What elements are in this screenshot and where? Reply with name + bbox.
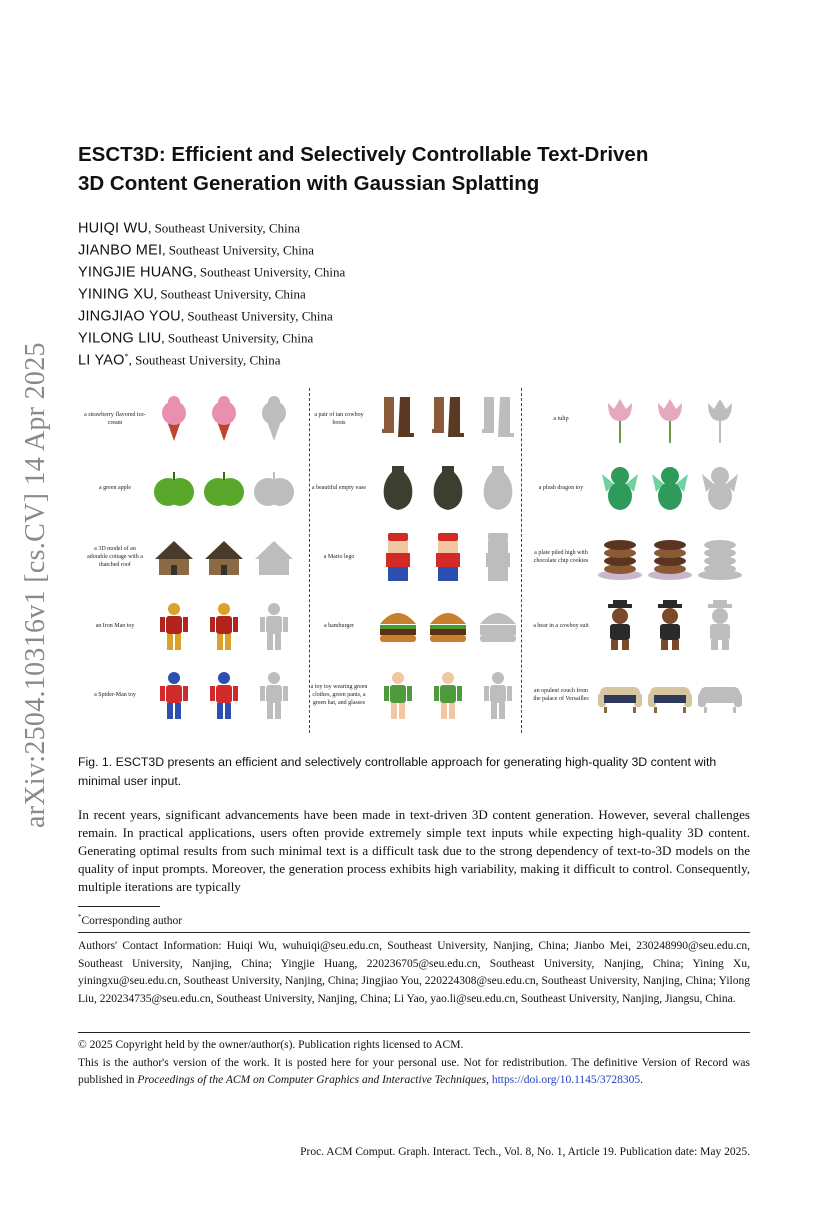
figure-icon: [374, 669, 422, 721]
rgb-render: [200, 600, 248, 652]
rgb-render: [596, 393, 644, 445]
prompt-label: a green apple: [99, 485, 131, 491]
hamburger-icon: [424, 600, 472, 652]
section-rule: [78, 1032, 750, 1033]
figure-row: [78, 526, 300, 588]
rgb-render: [200, 669, 248, 721]
dragon-icon: [696, 462, 744, 514]
couch-icon: [596, 669, 644, 721]
geometry-render: [696, 462, 744, 514]
rgb-render: [646, 600, 694, 652]
author-list: [78, 214, 768, 368]
section-rule: [78, 932, 750, 933]
author-entry: [78, 214, 768, 236]
figure-row: [302, 388, 524, 450]
prompt-label: a strawberry flavored ice-cream: [84, 412, 146, 426]
couch-icon: [646, 669, 694, 721]
rgb-render: [374, 462, 422, 514]
author-affiliation: , Southeast University, China: [162, 242, 315, 258]
lego-figure-icon: [474, 531, 522, 583]
rgb-render: [646, 462, 694, 514]
figure-column-3: [524, 388, 746, 733]
paper-title: [78, 140, 768, 198]
rgb-render: [150, 462, 198, 514]
rgb-render: [646, 531, 694, 583]
figure-row: [78, 595, 300, 657]
rgb-render: [200, 462, 248, 514]
rgb-render: [374, 531, 422, 583]
ice-cream-icon: [150, 393, 198, 445]
prompt-label: a plate piled high with chocolate chip cookies: [533, 550, 589, 564]
copyright-block: [78, 1037, 750, 1090]
copyright-end: .: [640, 1074, 643, 1086]
prompt-label: a Spider-Man toy: [94, 692, 136, 698]
author-entry: [78, 346, 768, 368]
prompt-label: a hamburger: [323, 623, 355, 629]
vase-icon: [424, 462, 472, 514]
tulip-icon: [596, 393, 644, 445]
figure-row: [524, 526, 746, 588]
vase-icon: [474, 462, 522, 514]
rgb-render: [150, 600, 198, 652]
figure-icon: [150, 669, 198, 721]
geometry-render: [696, 600, 744, 652]
cookies-icon: [646, 531, 694, 583]
boots-icon: [474, 393, 522, 445]
rgb-render: [646, 393, 694, 445]
rgb-render: [424, 669, 472, 721]
prompt-label: a bear in a cowboy suit: [533, 623, 589, 629]
author-entry: [78, 280, 768, 302]
bear-icon: [696, 600, 744, 652]
author-name: LI YAO: [78, 352, 125, 369]
dragon-icon: [646, 462, 694, 514]
title-line-1: ESCT3D: Efficient and Selectively Controllable Text-Driven: [78, 143, 649, 166]
lego-figure-icon: [424, 531, 472, 583]
cookies-icon: [596, 531, 644, 583]
contact-information: Authors' Contact Information: Huiqi Wu, wuhuiqi@seu.edu.cn, Southeast University, Nanjing, China; Jianbo Mei, 230248990@seu.edu.cn, Southeast University, Nanjing, China; Yingjie Huang, 220236705@seu.edu.cn, Southeast University, Nanjing, China; Yining Xu, yiningxu@seu.edu.cn, Southeast University, Nanjing, China; Jingjiao You, 220224308@seu.edu.cn, Southeast University, Nanjing, China; Yilong Liu, 220234735@seu.edu.cn, Southeast University, Nanjing, China; Li Yao, yao.li@seu.edu.cn, Southeast University, Nanjing, Jiangsu, China.: [78, 940, 750, 1005]
geometry-render: [474, 462, 522, 514]
prompt-label: a Mario lego: [323, 554, 355, 560]
figure-divider: [521, 388, 522, 733]
hamburger-icon: [474, 600, 522, 652]
author-affiliation: , Southeast University, China: [193, 264, 346, 280]
author-name: YINING XU: [78, 286, 154, 303]
author-affiliation: , Southeast University, China: [148, 220, 300, 236]
figure-icon: [474, 669, 522, 721]
figure-icon: [250, 600, 298, 652]
rgb-render: [374, 393, 422, 445]
lego-figure-icon: [374, 531, 422, 583]
author-entry: [78, 324, 768, 346]
ice-cream-icon: [200, 393, 248, 445]
boots-icon: [424, 393, 472, 445]
figure-row: [302, 664, 524, 726]
author-name: YILONG LIU: [78, 330, 162, 347]
cookies-icon: [696, 531, 744, 583]
geometry-render: [250, 669, 298, 721]
cottage-icon: [150, 531, 198, 583]
figure-row: [524, 388, 746, 450]
apple-icon: [200, 462, 248, 514]
rgb-render: [150, 393, 198, 445]
figure-row: [302, 457, 524, 519]
author-affiliation: , Southeast University, China: [180, 308, 333, 324]
geometry-render: [474, 531, 522, 583]
copyright-sep: ,: [486, 1074, 492, 1086]
figure-row: [78, 388, 300, 450]
author-name: YINGJIE HUANG: [78, 264, 194, 281]
copyright-body: [78, 1055, 750, 1090]
geometry-render: [474, 393, 522, 445]
geometry-render: [250, 531, 298, 583]
apple-icon: [250, 462, 298, 514]
figure-icon: [200, 600, 248, 652]
author-affiliation: , Southeast University, China: [161, 330, 314, 346]
abstract-text: In recent years, significant advancements have been made in text-driven 3D content generation. However, several challenges remain. In practical applications, users often provide extremely simple text inputs while expecting high-quality 3D content. Generating optimal results from such minimal text is a difficult task due to the strong dependency of text-to-3D models on the quality of input prompts. Moreover, the generation process exhibits high variability, making it difficult to control. Consequently, multiple iterations are typically: [78, 807, 750, 894]
geometry-render: [250, 600, 298, 652]
tulip-icon: [646, 393, 694, 445]
author-mark: *: [124, 352, 129, 361]
cottage-icon: [250, 531, 298, 583]
rgb-render: [596, 669, 644, 721]
figure-row: [302, 595, 524, 657]
figure-row: [524, 664, 746, 726]
cottage-icon: [200, 531, 248, 583]
geometry-render: [696, 669, 744, 721]
prompt-label: an Iron Man toy: [95, 623, 135, 629]
footnote-text: Corresponding author: [81, 914, 183, 927]
teaser-figure: [78, 388, 748, 733]
boots-icon: [374, 393, 422, 445]
rgb-render: [374, 669, 422, 721]
figure-row: [524, 457, 746, 519]
figure-row: [302, 526, 524, 588]
figure-row: [78, 457, 300, 519]
bear-icon: [646, 600, 694, 652]
rgb-render: [374, 600, 422, 652]
doi-link[interactable]: https://doi.org/10.1145/3728305: [491, 1074, 641, 1086]
tulip-icon: [696, 393, 744, 445]
prompt-label: a pair of tan cowboy boots: [314, 412, 364, 426]
prompt-label: a toy toy wearing green clothes, green pants, a green hat, and glasses: [310, 684, 368, 706]
figure-icon: [424, 669, 472, 721]
footnote: [78, 909, 182, 929]
figure-icon: [250, 669, 298, 721]
author-name: HUIQI WU: [78, 220, 149, 237]
prompt-label: a beautiful empty vase: [311, 485, 367, 491]
rgb-render: [424, 531, 472, 583]
figure-icon: [150, 600, 198, 652]
geometry-render: [250, 393, 298, 445]
prompt-label: a plush dragon toy: [538, 485, 584, 491]
dragon-icon: [596, 462, 644, 514]
vase-icon: [374, 462, 422, 514]
rgb-render: [150, 669, 198, 721]
hamburger-icon: [374, 600, 422, 652]
rgb-render: [200, 393, 248, 445]
author-affiliation: , Southeast University, China: [153, 286, 306, 302]
rgb-render: [424, 600, 472, 652]
apple-icon: [150, 462, 198, 514]
prompt-label: an opulent couch from the palace of Versailles: [533, 688, 589, 702]
figure-icon: [200, 669, 248, 721]
venue-name: Proceedings of the ACM on Computer Graphics and Interactive Techniques: [137, 1074, 487, 1086]
rgb-render: [596, 600, 644, 652]
title-line-2: 3D Content Generation with Gaussian Splatting: [78, 172, 540, 195]
author-entry: [78, 236, 768, 258]
author-entry: [78, 258, 768, 280]
rgb-render: [646, 669, 694, 721]
geometry-render: [474, 669, 522, 721]
figure-row: [524, 595, 746, 657]
geometry-render: [474, 600, 522, 652]
rgb-render: [200, 531, 248, 583]
figure-row: [78, 664, 300, 726]
footnote-rule: [78, 906, 160, 907]
prompt-label: a 3D model of an adorable cottage with a thatched roof: [87, 546, 143, 568]
rgb-render: [596, 531, 644, 583]
rgb-render: [150, 531, 198, 583]
page-footer: Proc. ACM Comput. Graph. Interact. Tech., Vol. 8, No. 1, Article 19. Publication date: May 2025.: [300, 1146, 750, 1158]
author-name: JIANBO MEI: [78, 242, 163, 259]
arxiv-stamp: arXiv:2504.10316v1 [cs.CV] 14 Apr 2025: [20, 342, 51, 828]
author-entry: [78, 302, 768, 324]
footnote-mark: *: [78, 913, 82, 921]
geometry-render: [250, 462, 298, 514]
rgb-render: [596, 462, 644, 514]
prompt-label: a tulip: [553, 416, 569, 422]
rgb-render: [424, 462, 472, 514]
figure-column-1: [78, 388, 300, 733]
geometry-render: [696, 531, 744, 583]
ice-cream-icon: [250, 393, 298, 445]
bear-icon: [596, 600, 644, 652]
geometry-render: [696, 393, 744, 445]
couch-icon: [696, 669, 744, 721]
figure-caption: Fig. 1. ESCT3D presents an efficient and selectively controllable approach for generating high-quality 3D content with minimal user input.: [78, 755, 717, 788]
author-affiliation: , Southeast University, China: [128, 352, 281, 368]
copyright-text: This is the author's version of the work. It is posted here for your personal use. Not for redistribution. The definitive Version of Record was published in: [78, 1056, 750, 1086]
author-name: JINGJIAO YOU: [78, 308, 181, 325]
figure-column-2: [302, 388, 524, 733]
rgb-render: [424, 393, 472, 445]
copyright-line: © 2025 Copyright held by the owner/author(s). Publication rights licensed to ACM.: [78, 1039, 464, 1051]
